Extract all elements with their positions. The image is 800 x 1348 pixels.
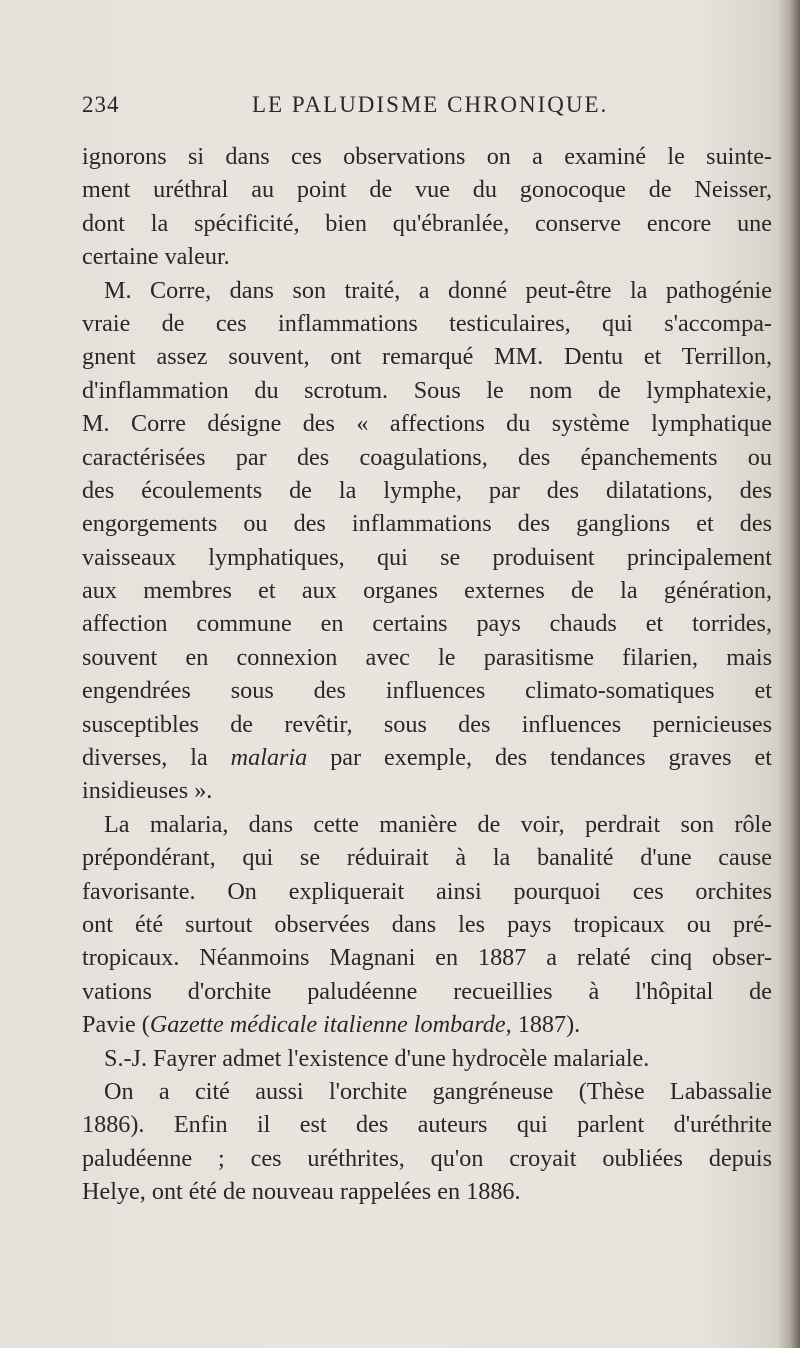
text-line: prépondérant, qui se réduirait à la banalité d'une cause — [82, 844, 772, 872]
text-line: engendrées sous des influences climato-somatiques et — [82, 677, 772, 705]
text-line: tropicaux. Néanmoins Magnani en 1887 a relaté cinq obser- — [82, 944, 772, 972]
text-line: paludéenne ; ces uréthrites, qu'on croyait oubliées depuis — [82, 1144, 772, 1172]
page-number: 234 — [82, 92, 120, 117]
italic-citation: Gazette médicale italienne lombarde, — [149, 1011, 512, 1039]
text-line: vraie de ces inflammations testiculaires, qui s'accompa- — [82, 309, 772, 337]
text-line: M. Corre, dans son traité, a donné peut-être la pathogénie — [104, 276, 772, 304]
running-title: LE PALUDISME CHRONIQUE. — [252, 92, 609, 117]
page-header — [82, 92, 722, 122]
body-text — [82, 140, 772, 1209]
text-line: ont été surtout observées dans les pays tropicaux ou pré- — [82, 910, 772, 938]
text-line: ment uréthral au point de vue du gonocoque de Neisser, — [82, 176, 772, 204]
text-line: vations d'orchite paludéenne recueillies à l'hôpital de — [82, 977, 772, 1005]
text-line: Pavie (Gazette médicale italienne lombarde, 1887). — [82, 1011, 581, 1039]
text-line: insidieuses ». — [82, 777, 213, 805]
page-edge-shadow — [778, 0, 800, 1348]
text-line: des écoulements de la lymphe, par des dilatations, des — [82, 476, 772, 504]
text-line: diverses, la malaria par exemple, des tendances graves et — [82, 744, 772, 772]
text-line: gnent assez souvent, ont remarqué MM. Dentu et Terrillon, — [82, 343, 772, 371]
text-line: souvent en connexion avec le parasitisme filarien, mais — [82, 643, 772, 671]
text-line: vaisseaux lymphatiques, qui se produisent principalement — [82, 543, 772, 571]
text-line: aux membres et aux organes externes de la génération, — [82, 577, 772, 605]
text-line: ignorons si dans ces observations on a examiné le suinte- — [82, 143, 772, 170]
text-line: affection commune en certains pays chauds et torrides, — [82, 610, 772, 638]
text-line: susceptibles de revêtir, sous des influences pernicieuses — [82, 710, 772, 738]
text-line: 1886). Enfin il est des auteurs qui parlent d'uréthrite — [82, 1111, 772, 1139]
text-line: S.-J. Fayrer admet l'existence d'une hydrocèle malariale. — [104, 1044, 650, 1072]
text-line: caractérisées par des coagulations, des épanchements ou — [82, 443, 772, 471]
text-line: dont la spécificité, bien qu'ébranlée, conserve encore une — [82, 209, 772, 237]
text-line: d'inflammation du scrotum. Sous le nom de lymphatexie, — [82, 376, 772, 404]
text-line: M. Corre désigne des « affections du système lymphatique — [82, 410, 772, 438]
text-line: La malaria, dans cette manière de voir, perdrait son rôle — [104, 810, 772, 838]
text-line: engorgements ou des inflammations des ganglions et des — [82, 510, 772, 538]
text-line: On a cité aussi l'orchite gangréneuse (Thèse Labassalie — [104, 1077, 772, 1105]
text-line: favorisante. On expliquerait ainsi pourquoi ces orchites — [82, 877, 772, 905]
italic-term: malaria — [230, 744, 308, 772]
text-line: certaine valeur. — [82, 243, 230, 271]
text-line: Helye, ont été de nouveau rappelées en 1886. — [82, 1178, 521, 1206]
